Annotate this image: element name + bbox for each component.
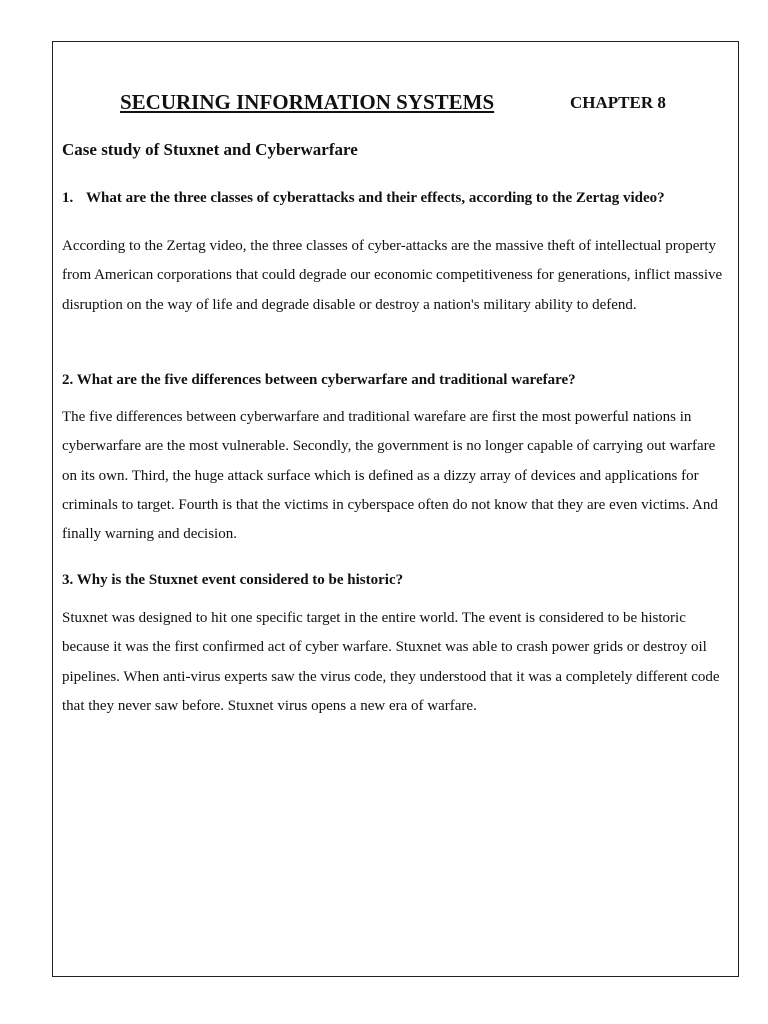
question-1-number: 1. [62, 190, 74, 206]
answer-2: The five differences between cyberwarfare and traditional warefare are first the most powerful nations in cyberwarfare are the most vulnerable. Secondly, the government is no longer capable of carrying out warfare on its own. Third, the huge attack surface which is defined as a dizzy array of devices and applications for criminals to target. Fourth is that the victims in cyberspace often do not know that they are even victims. And finally warning and decision. [62, 409, 718, 543]
question-2: 2. What are the five differences between cyberwarfare and traditional warefare? [62, 372, 576, 388]
question-1 [62, 190, 665, 207]
chapter-label: CHAPTER 8 [570, 93, 666, 112]
answer-1: According to the Zertag video, the three classes of cyber-attacks are the massive theft of intellectual property from American corporations that could degrade our economic competitiveness for generations, inflict massive disruption on the way of life and degrade disable or destroy a nation's military ability to defend. [62, 238, 723, 313]
document-header [120, 90, 680, 120]
answer-3: Stuxnet was designed to hit one specific target in the entire world. The event is considered to be historic because it was the first confirmed act of cyber warfare. Stuxnet was able to crash power grids or destroy oil pipelines. When anti-virus experts saw the virus code, they understood that it was a completely different code that they never saw before. Stuxnet virus opens a new era of warfare. [62, 610, 720, 714]
question-1-text: What are the three classes of cyberattacks and their effects, according to the Zertag video? [86, 190, 665, 206]
case-study-subtitle: Case study of Stuxnet and Cyberwarfare [62, 140, 358, 159]
question-3: 3. Why is the Stuxnet event considered to be historic? [62, 572, 404, 588]
document-title: SECURING INFORMATION SYSTEMS [120, 90, 495, 114]
